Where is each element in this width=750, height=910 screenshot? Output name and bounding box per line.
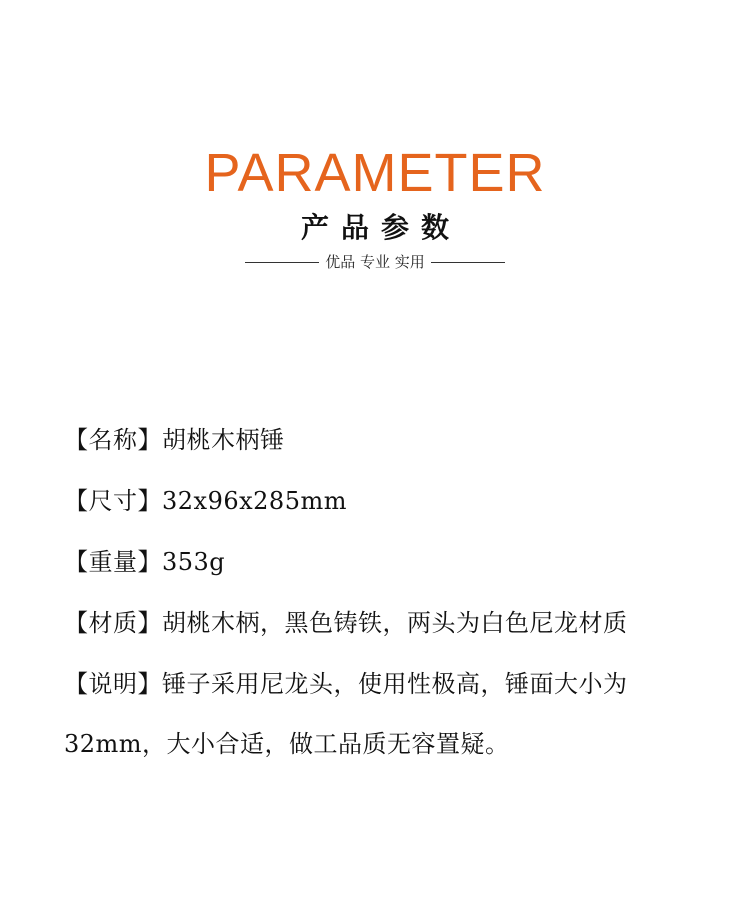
spec-row-description — [64, 664, 724, 725]
spec-label: 【名称】 — [64, 426, 162, 454]
title-english: PARAMETER — [204, 143, 546, 203]
spec-list — [64, 420, 724, 725]
spec-row-name — [64, 420, 724, 481]
spec-label: 【重量】 — [64, 548, 162, 576]
tagline-divider-left — [245, 262, 319, 263]
spec-description-continuation: 32mm，大小合适，做工品质无容置疑。 — [64, 730, 510, 758]
spec-value: 胡桃木柄锤 — [162, 426, 285, 454]
spec-row-size — [64, 481, 724, 542]
spec-row-material — [64, 603, 724, 664]
spec-label: 【材质】 — [64, 609, 162, 637]
tagline-text: 优品 专业 实用 — [325, 253, 425, 271]
spec-label: 【说明】 — [64, 670, 162, 698]
spec-value: 32x96x285mm — [162, 487, 347, 515]
spec-value: 锤子采用尼龙头，使用性极高，锤面大小为 — [162, 670, 628, 698]
title-chinese: 产品参数 — [300, 211, 461, 244]
spec-value: 353g — [162, 548, 226, 576]
spec-value: 胡桃木柄，黑色铸铁，两头为白色尼龙材质 — [162, 609, 628, 637]
spec-label: 【尺寸】 — [64, 487, 162, 515]
tagline-divider-right — [431, 262, 505, 263]
spec-row-weight — [64, 542, 724, 603]
tagline — [0, 250, 750, 274]
